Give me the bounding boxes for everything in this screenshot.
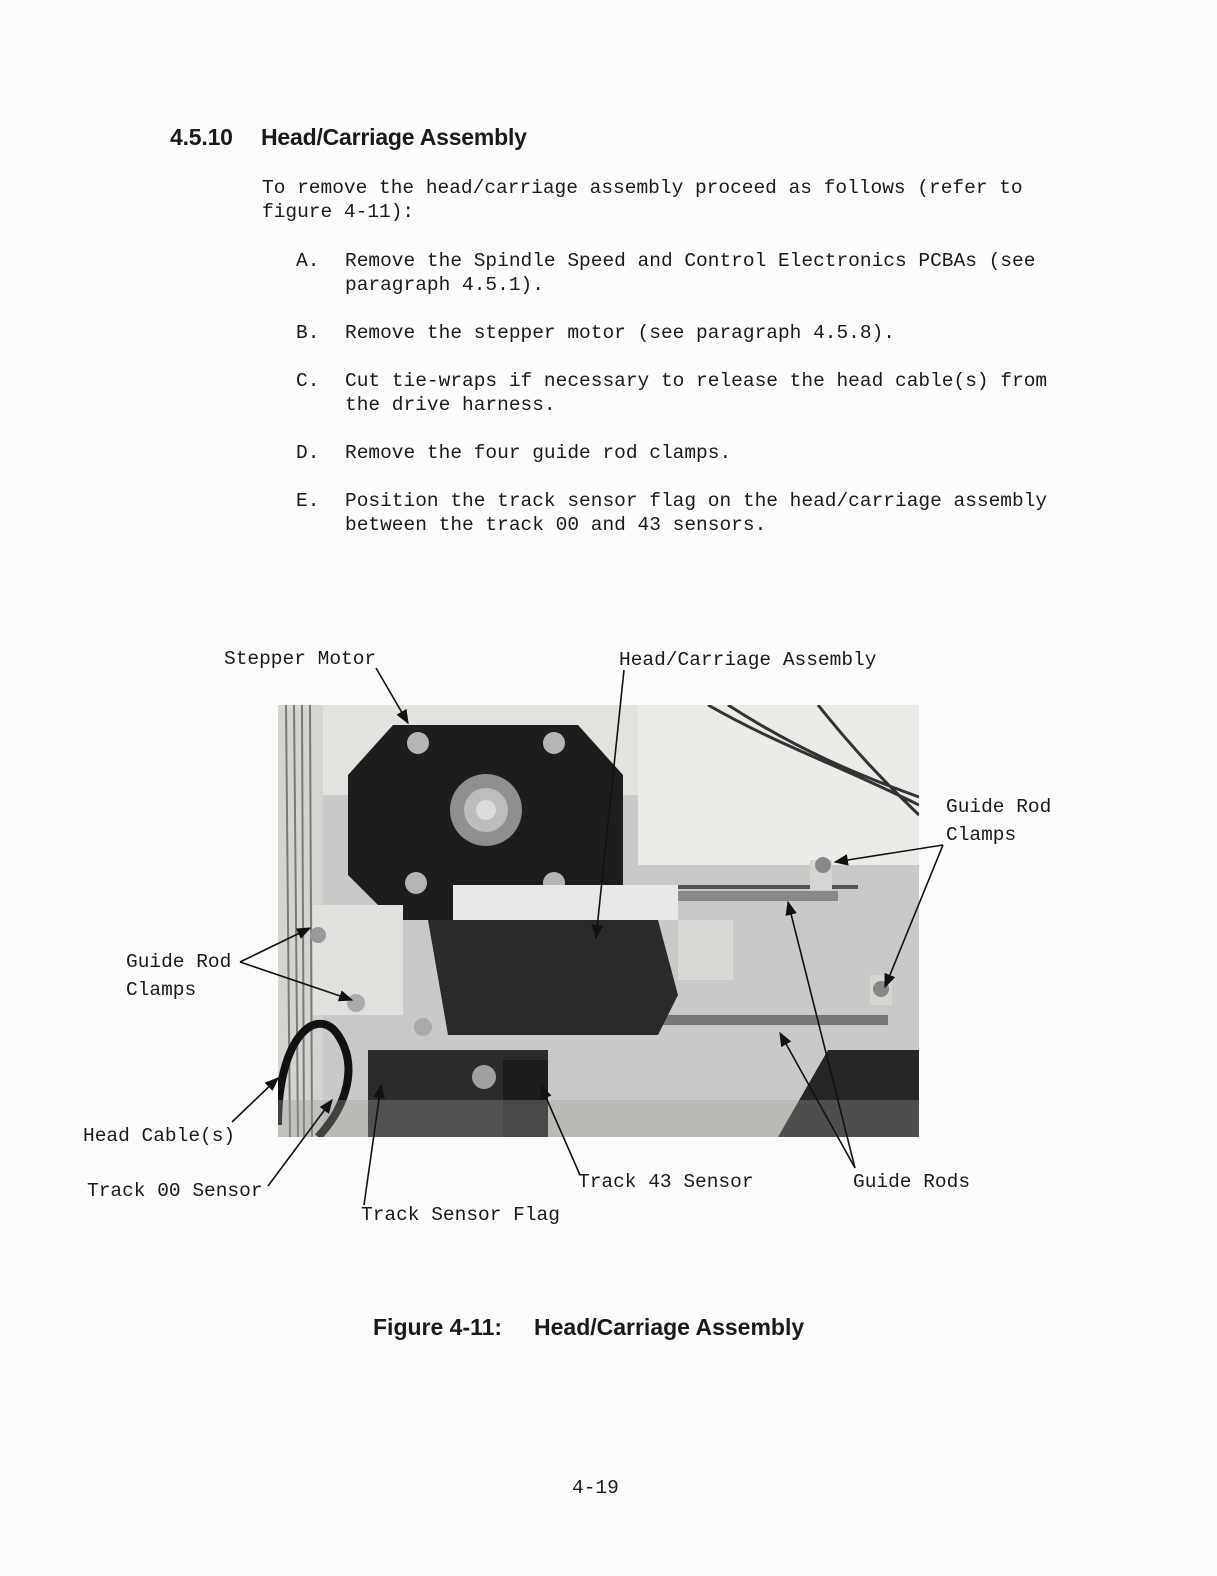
figure-4-11 [0, 630, 1217, 1250]
figure-title: Head/Carriage Assembly [534, 1314, 805, 1340]
step-text: Position the track sensor flag on the head/carriage assembly between the track 00 and 43 sensors. [345, 490, 1048, 536]
section-number: 4.5.10 [170, 124, 233, 150]
step-text: Remove the stepper motor (see paragraph 4.5.8). [345, 322, 895, 344]
step-marker: A. [296, 250, 320, 272]
leader-guide-rods-2 [780, 1033, 855, 1168]
step-item [296, 249, 1076, 297]
leader-clamp-right-2 [885, 845, 943, 987]
step-text: Remove the Spindle Speed and Control Electronics PCBAs (see paragraph 4.5.1). [345, 250, 1036, 296]
page-number: 4-19 [572, 1477, 619, 1499]
callout-leader-lines [0, 630, 1217, 1250]
callout-head-carriage-assembly: Head/Carriage Assembly [619, 649, 877, 671]
callout-guide-rod-clamps-right: Guide Rod Clamps [946, 796, 1052, 846]
leader-head-carriage [596, 670, 624, 938]
leader-guide-rods-1 [788, 902, 855, 1168]
callout-stepper-motor: Stepper Motor [224, 648, 377, 670]
callout-guide-rods: Guide Rods [853, 1171, 971, 1193]
section-heading [170, 124, 527, 151]
callout-track-00-sensor: Track 00 Sensor [87, 1180, 263, 1202]
leader-track-43 [541, 1086, 580, 1175]
figure-caption [373, 1314, 804, 1341]
procedure-steps [296, 249, 1076, 561]
step-marker: C. [296, 370, 320, 392]
leader-head-cables [232, 1078, 278, 1122]
figure-number: Figure 4-11: [373, 1314, 503, 1340]
leader-clamp-right-1 [835, 845, 943, 862]
leader-clamp-left-2 [240, 962, 352, 1000]
step-item [296, 369, 1076, 417]
step-text: Cut tie-wraps if necessary to release the head cable(s) from the drive harness. [345, 370, 1048, 416]
leader-track-00 [268, 1100, 332, 1186]
step-text: Remove the four guide rod clamps. [345, 442, 732, 464]
callout-head-cables: Head Cable(s) [83, 1125, 236, 1147]
step-marker: D. [296, 442, 320, 464]
step-marker: E. [296, 490, 320, 512]
step-marker: B. [296, 322, 320, 344]
intro-paragraph: To remove the head/carriage assembly proceed as follows (refer to figure 4-11): [262, 177, 1023, 223]
leader-track-flag [364, 1085, 381, 1205]
step-item [296, 489, 1076, 537]
callout-track-sensor-flag: Track Sensor Flag [361, 1204, 560, 1226]
step-item [296, 321, 1076, 345]
section-title: Head/Carriage Assembly [261, 124, 527, 150]
callout-track-43-sensor: Track 43 Sensor [578, 1171, 754, 1193]
leader-stepper-motor [376, 668, 408, 723]
callout-guide-rod-clamps-left: Guide Rod Clamps [126, 951, 232, 1001]
step-item [296, 441, 1076, 465]
leader-clamp-left-1 [240, 928, 310, 962]
